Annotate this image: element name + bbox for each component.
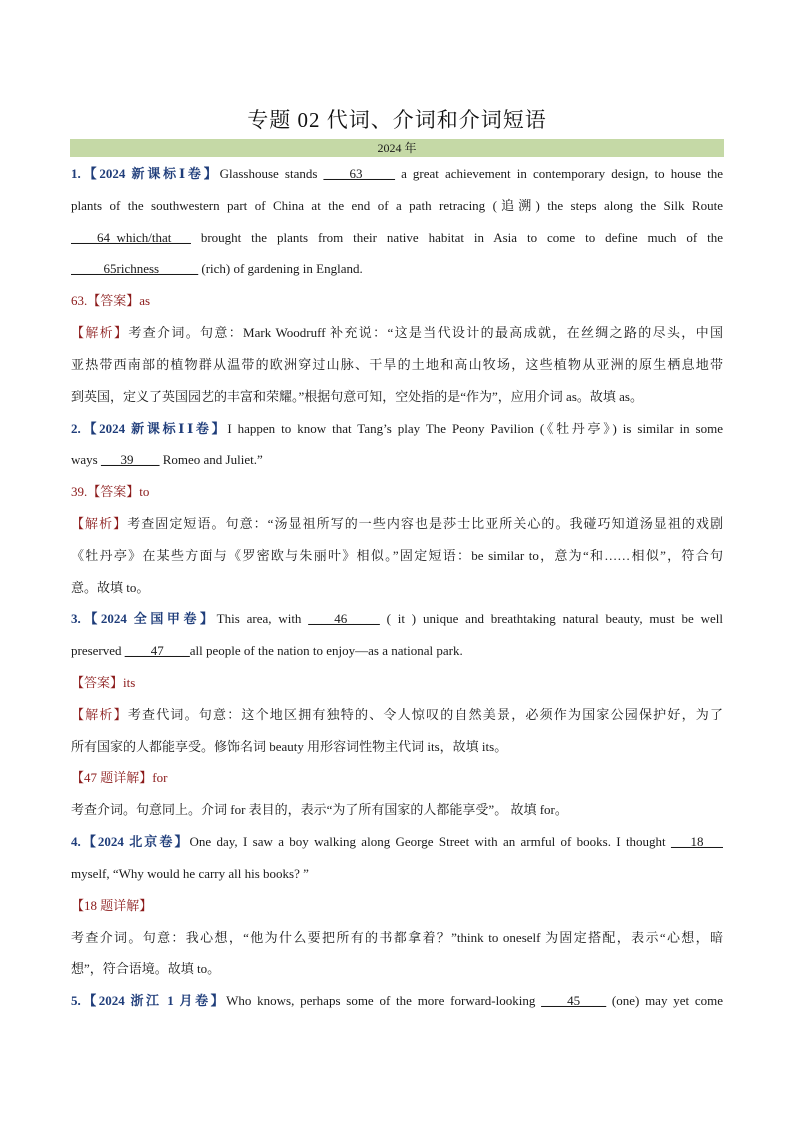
q1-line-3 xyxy=(71,227,723,249)
analysis-text: 考查固定短语。句意：“汤显祖所写的一些内容也是莎士比亚所关心的。我碰巧知道汤显祖的戏剧 xyxy=(127,516,723,531)
analysis-39-line-3: 意。故填 to。 xyxy=(71,580,150,595)
detail-18-line-2: 想”，符合语境。故填 to。 xyxy=(71,961,221,976)
q2-source: 【2024 新课标ⅠⅠ卷】 xyxy=(80,421,228,436)
q4-number: 4. xyxy=(71,834,81,849)
q5-text: Who knows, perhaps some of the more forward-looking xyxy=(226,993,542,1008)
q5-line-1 xyxy=(71,990,723,1012)
q5-number: 5. xyxy=(71,993,81,1008)
blank-63: ____63_____ xyxy=(323,166,395,181)
analysis-text: 考查介词。句意：Mark Woodruff 补充说：“这是当代设计的最高成就，在丝绸之路的尽头，中国 xyxy=(128,325,723,340)
q4-line-2: myself, “Why would he carry all his books? ” xyxy=(71,866,309,881)
blank-39: ___39____ xyxy=(100,452,160,467)
q4-text: One day, I saw a boy walking along George Street with an armful of books. I thought xyxy=(189,834,671,849)
q1-line-1 xyxy=(71,163,723,185)
analysis-63-line-3: 到英国，定义了英国园艺的丰富和荣耀。”根据句意可知，空处指的是“作为”，应用介词 as。故填 as。 xyxy=(71,389,643,404)
q1-line-2: plants of the southwestern part of China at the end of a path retracing (追溯) the steps along the Silk Route xyxy=(71,198,723,213)
q3-text: ( it ) unique and breathtaking natural beauty, must be well xyxy=(379,611,723,626)
blank-65: _____65richness______ xyxy=(71,261,199,276)
detail-18-line-1: 考查介词。句意：我心想，“他为什么要把所有的书都拿着？”think to oneself 为固定搭配，表示“心想，暗 xyxy=(71,930,723,945)
q3-text: all people of the nation to enjoy—as a national park. xyxy=(189,643,463,658)
q3-line-2 xyxy=(71,640,723,662)
q5-text: (one) may yet come xyxy=(606,993,723,1008)
q1-source: 【2024 新课标Ⅰ卷】 xyxy=(80,166,220,181)
answer-46: 【答案】its xyxy=(71,675,136,690)
q3-text: This area, with xyxy=(216,611,309,626)
q3-line-1 xyxy=(71,608,723,630)
answer-63: 63.【答案】as xyxy=(71,293,151,308)
analysis-46-line-1 xyxy=(71,704,723,726)
q1-text: (rich) of gardening in England. xyxy=(198,261,363,276)
year-header: 2024 年 xyxy=(70,139,724,157)
detail-47-heading: 【47 题详解】for xyxy=(71,770,168,785)
detail-18-heading: 【18 题详解】 xyxy=(71,898,153,913)
blank-45: ____45____ xyxy=(541,993,607,1008)
q1-number: 1. xyxy=(71,166,81,181)
q2-text: ways xyxy=(71,452,101,467)
blank-64: ____64_which/that___ xyxy=(71,230,191,245)
q1-text: brought the plants from their native habitat in Asia to come to define much of the xyxy=(190,230,723,245)
analysis-63-line-2: 亚热带西南部的植物群从温带的欧洲穿过山脉、干旱的土地和高山牧场，这些植物从亚洲的原生栖息地带 xyxy=(71,357,723,372)
q2-line-1 xyxy=(71,418,723,440)
analysis-46-line-2: 所有国家的人都能享受。修饰名词 beauty 用形容词性物主代词 its，故填 its。 xyxy=(71,739,508,754)
blank-47: ____47____ xyxy=(124,643,190,658)
q2-line-2 xyxy=(71,449,723,471)
q3-text: preserved xyxy=(71,643,125,658)
analysis-39-line-2: 《牡丹亭》在某些方面与《罗密欧与朱丽叶》相似。”固定短语：be similar to，意为“和……相似”，符合句 xyxy=(71,548,723,563)
q3-source: 【2024 全国甲卷】 xyxy=(80,611,217,626)
analysis-39-line-1 xyxy=(71,513,723,535)
analysis-63-line-1 xyxy=(71,322,723,344)
analysis-text: 考查代词。句意：这个地区拥有独特的、令人惊叹的自然美景，必须作为国家公园保护好，为了 xyxy=(127,707,723,722)
q5-source: 【2024 浙江 1 月卷】 xyxy=(80,993,227,1008)
q2-text: Romeo and Juliet.” xyxy=(159,452,263,467)
analysis-label: 【解析】 xyxy=(71,516,128,531)
q4-line-1 xyxy=(71,831,723,853)
analysis-label: 【解析】 xyxy=(71,707,128,722)
page-title: 专题 02 代词、介词和介词短语 xyxy=(247,108,547,132)
detail-47-text: 考查介词。句意同上。介词 for 表目的，表示“为了所有国家的人都能享受”。 故填 for。 xyxy=(71,802,568,817)
q1-text: Glasshouse stands xyxy=(219,166,324,181)
analysis-label: 【解析】 xyxy=(71,325,129,340)
q1-line-4 xyxy=(71,258,723,280)
blank-18: ___18___ xyxy=(671,834,723,849)
q1-text: a great achievement in contemporary design, to house the xyxy=(394,166,723,181)
q2-text: I happen to know that Tang’s play The Peony Pavilion (《牡丹亭》) is similar in some xyxy=(227,421,723,436)
q2-number: 2. xyxy=(71,421,81,436)
blank-46: ____46_____ xyxy=(308,611,380,626)
q4-source: 【2024 北京卷】 xyxy=(80,834,190,849)
answer-39: 39.【答案】to xyxy=(71,484,150,499)
q3-number: 3. xyxy=(71,611,81,626)
